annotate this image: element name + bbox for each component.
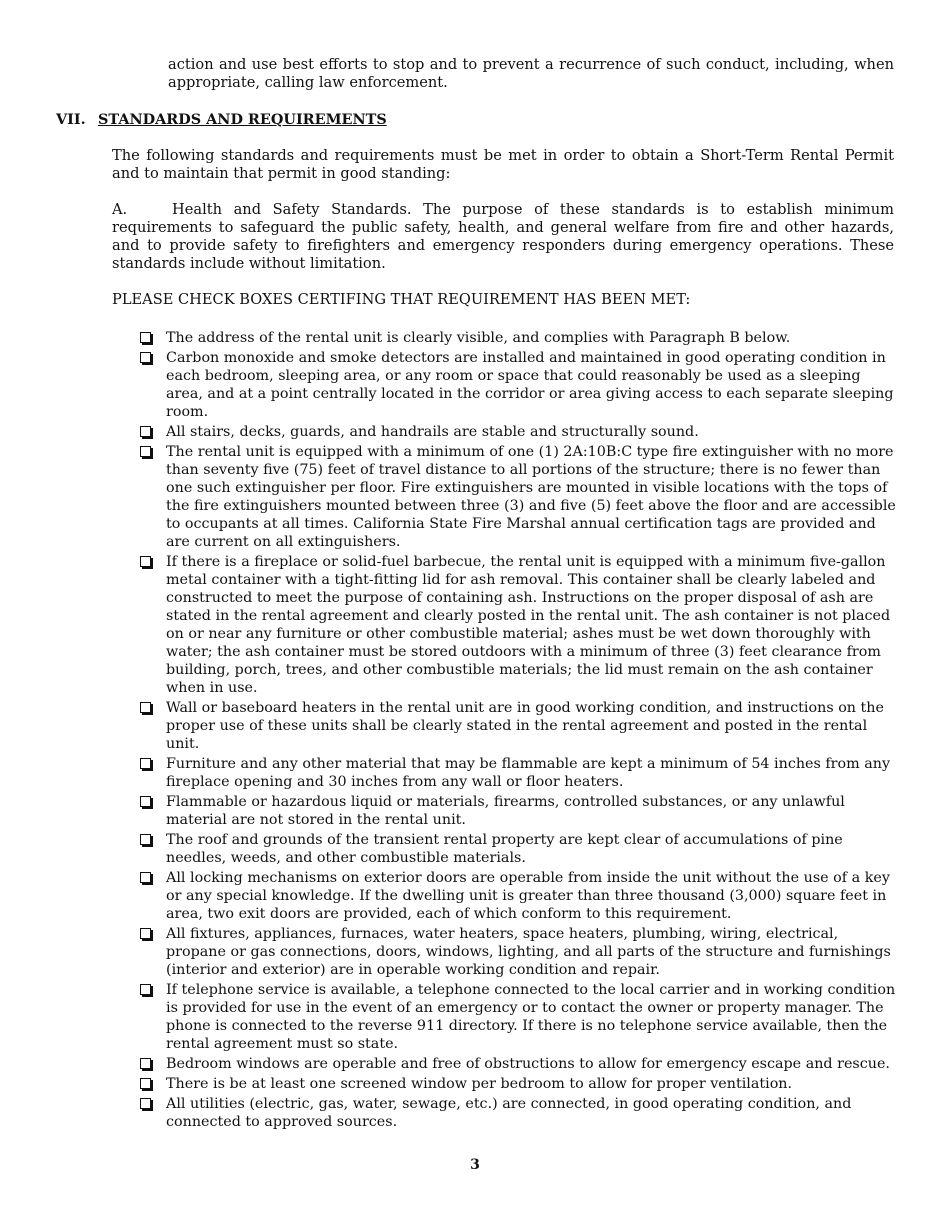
checklist-item (140, 443, 896, 551)
subsection-a-letter: A. (112, 201, 128, 218)
checklist-item-text: Flammable or hazardous liquid or materials, firearms, controlled substances, or any unlawful material are not stored in the rental unit. (166, 794, 845, 828)
continuation-paragraph: action and use best efforts to stop and to prevent a recurrence of such conduct, including, when appropriate, calling law enforcement. (168, 56, 894, 91)
checklist-item-text: The rental unit is equipped with a minimum of one (1) 2A:10B:C type fire extinguisher with no more than seventy five (75) feet of travel distance to all portions of the structure; there is no fewer than one such extinguisher per floor. Fire extinguishers are mounted in visible locations with the tops of the fire extinguishers mounted between three (3) and five (5) feet above the floor and are accessible to occupants at all times. California State Fire Marshal annual certification tags are provided and are current on all extinguishers. (166, 444, 896, 550)
requirement-checkbox[interactable] (140, 332, 151, 343)
subsection-a-text: Health and Safety Standards. The purpose of these standards is to establish minimum requirements to safeguard the public safety, health, and general welfare from fire and other hazards, and to provide safety to firefighters and emergency responders during emergency operations. These standards include without limitation. (112, 201, 894, 272)
requirement-checkbox[interactable] (140, 446, 151, 457)
section-heading (56, 111, 387, 129)
requirement-checkbox[interactable] (140, 928, 151, 939)
checklist-item (140, 423, 896, 441)
checklist-item-text: Furniture and any other material that may be flammable are kept a minimum of 54 inches from any fireplace opening and 30 inches from any wall or floor heaters. (166, 756, 891, 790)
checklist-item-text: All locking mechanisms on exterior doors are operable from inside the unit without the use of a key or any special knowledge. If the dwelling unit is greater than three thousand (3,000) square feet in area, two exit doors are provided, each of which conform to this requirement. (166, 870, 890, 922)
checklist-item (140, 1055, 896, 1073)
section-title: STANDARDS AND REQUIREMENTS (98, 111, 387, 128)
checklist-item-text: All fixtures, appliances, furnaces, water heaters, space heaters, plumbing, wiring, electrical, propane or gas connections, doors, windows, lighting, and all parts of the structure and furnishings (interior and exterior) are in operable working condition and repair. (166, 926, 891, 978)
checklist-item (140, 349, 896, 421)
requirement-checkbox[interactable] (140, 352, 151, 363)
checklist-item (140, 981, 896, 1053)
checklist-item (140, 553, 896, 697)
checklist-item (140, 925, 896, 979)
checklist-item (140, 699, 896, 753)
requirement-checkbox[interactable] (140, 1078, 151, 1089)
checklist-item (140, 1095, 896, 1131)
requirement-checkbox[interactable] (140, 872, 151, 883)
checklist-item (140, 831, 896, 867)
checklist-item-text: Wall or baseboard heaters in the rental unit are in good working condition, and instructions on the proper use of these units shall be clearly stated in the rental agreement and posted in the rental unit. (166, 700, 884, 752)
requirement-checkbox[interactable] (140, 556, 151, 567)
requirement-checkbox[interactable] (140, 702, 151, 713)
checklist-item-text: There is be at least one screened window per bedroom to allow for proper ventilation. (166, 1076, 793, 1092)
checkbox-instruction: PLEASE CHECK BOXES CERTIFING THAT REQUIREMENT HAS BEEN MET: (112, 291, 691, 308)
requirement-checkbox[interactable] (140, 834, 151, 845)
checklist-item (140, 329, 896, 347)
checklist-item-text: All stairs, decks, guards, and handrails are stable and structurally sound. (166, 424, 699, 440)
checklist-item-text: Carbon monoxide and smoke detectors are installed and maintained in good operating condition in each bedroom, sleeping area, or any room or space that could reasonably be used as a sleeping area, and at a point centrally located in the corridor or area giving access to each separate sleeping room. (166, 350, 894, 420)
checklist-item (140, 869, 896, 923)
section-intro: The following standards and requirements must be met in order to obtain a Short-Term Rental Permit and to maintain that permit in good standing: (112, 147, 894, 182)
checklist-item-text: All utilities (electric, gas, water, sewage, etc.) are connected, in good operating condition, and connected to approved sources. (166, 1096, 852, 1130)
subsection-a (112, 201, 894, 273)
requirement-checkbox[interactable] (140, 1098, 151, 1109)
checklist-item (140, 755, 896, 791)
checklist-item-text: The address of the rental unit is clearly visible, and complies with Paragraph B below. (166, 330, 791, 346)
requirements-checklist (140, 329, 896, 1133)
requirement-checkbox[interactable] (140, 796, 151, 807)
checklist-item-text: Bedroom windows are operable and free of obstructions to allow for emergency escape and rescue. (166, 1056, 890, 1072)
requirement-checkbox[interactable] (140, 426, 151, 437)
checklist-item (140, 793, 896, 829)
section-number: VII. (56, 111, 86, 128)
checklist-item (140, 1075, 896, 1093)
checklist-item-text: If there is a fireplace or solid-fuel barbecue, the rental unit is equipped with a minimum five-gallon metal container with a tight-fitting lid for ash removal. This container shall be clearly labeled and constructed to meet the purpose of containing ash. Instructions on the proper disposal of ash are stated in the rental agreement and clearly posted in the rental unit. The ash container is not placed on or near any furniture or other combustible material; ashes must be wet down thoroughly with water; the ash container must be stored outdoors with a minimum of three (3) feet clearance from building, porch, trees, and other combustible materials; the lid must remain on the ash container when in use. (166, 554, 891, 696)
checklist-item-text: The roof and grounds of the transient rental property are kept clear of accumulations of pine needles, weeds, and other combustible materials. (166, 832, 843, 866)
checklist-item-text: If telephone service is available, a telephone connected to the local carrier and in working condition is provided for use in the event of an emergency or to contact the owner or property manager. The phone is connected to the reverse 911 directory. If there is no telephone service available, then the rental agreement must so state. (166, 982, 896, 1052)
requirement-checkbox[interactable] (140, 1058, 151, 1069)
requirement-checkbox[interactable] (140, 984, 151, 995)
page-number: 3 (470, 1157, 480, 1173)
requirement-checkbox[interactable] (140, 758, 151, 769)
